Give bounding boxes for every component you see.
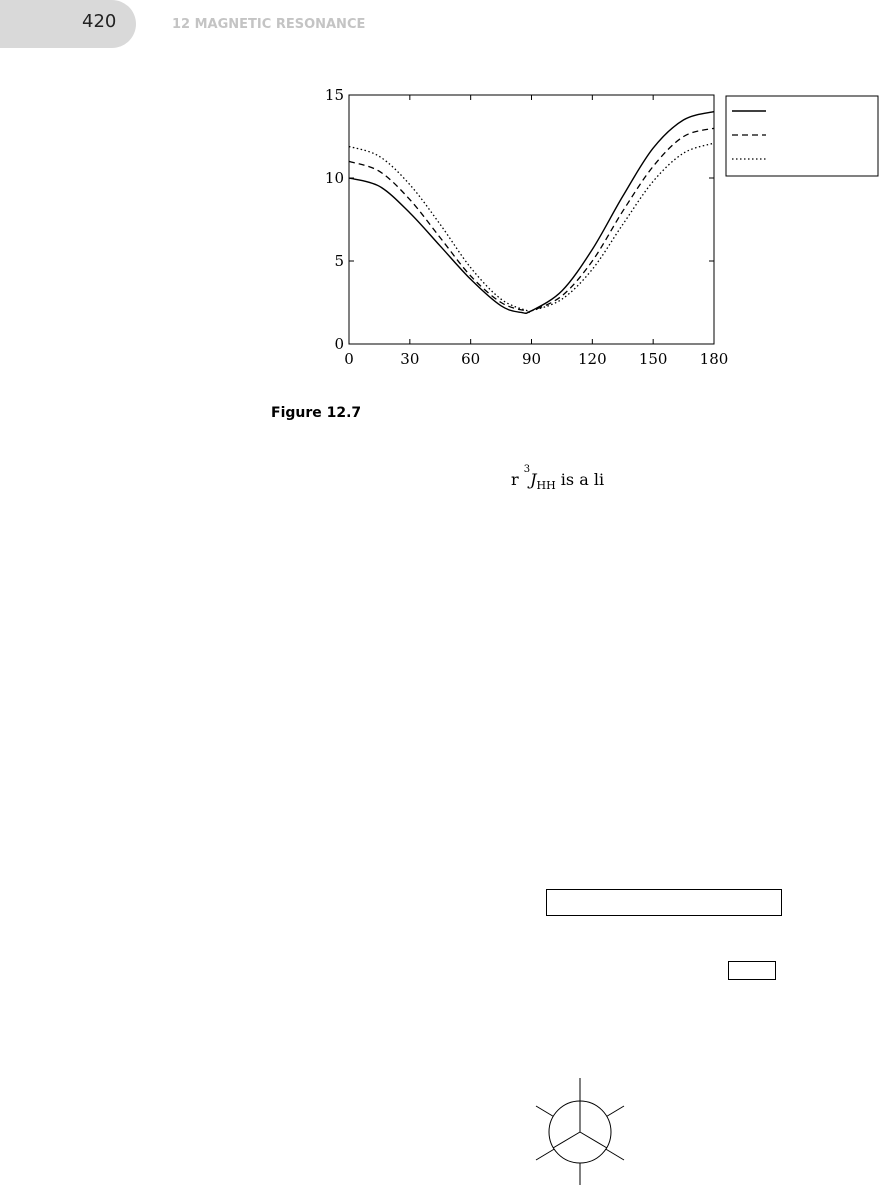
y-tick-label: 10 bbox=[324, 169, 344, 187]
page-number: 420 bbox=[82, 11, 117, 32]
text-prefix: r bbox=[511, 470, 524, 489]
text-suffix: is a li bbox=[555, 470, 605, 489]
x-tick-label: 180 bbox=[699, 350, 729, 368]
newman-bond-lower-left bbox=[536, 1148, 556, 1160]
newman-projection-diagram bbox=[530, 1078, 630, 1185]
chart bbox=[0, 0, 879, 400]
legend-box bbox=[726, 96, 878, 176]
empty-box-wide bbox=[546, 889, 782, 916]
text-superscript: 3 bbox=[523, 463, 531, 475]
series-line-solid bbox=[349, 112, 714, 314]
text-subscript: HH bbox=[536, 479, 556, 493]
coupling-text bbox=[511, 463, 605, 493]
running-head: 12 MAGNETIC RESONANCE bbox=[172, 17, 366, 32]
empty-box-small bbox=[728, 961, 776, 980]
x-tick-label: 90 bbox=[521, 350, 542, 368]
x-tick-label: 30 bbox=[400, 350, 420, 368]
y-tick-label: 5 bbox=[334, 252, 344, 270]
y-tick-label: 15 bbox=[324, 86, 344, 104]
y-tick-label: 0 bbox=[334, 335, 344, 353]
x-tick-label: 0 bbox=[344, 350, 354, 368]
x-tick-label: 150 bbox=[638, 350, 668, 368]
plot-frame bbox=[349, 95, 714, 344]
series-line-dotted bbox=[349, 143, 714, 312]
figure-label: Figure 12.7 bbox=[271, 405, 362, 421]
x-tick-label: 60 bbox=[461, 350, 481, 368]
x-tick-label: 120 bbox=[578, 350, 607, 368]
text-j-symbol: J bbox=[530, 470, 537, 489]
series-line-dashed bbox=[349, 128, 714, 312]
newman-bond-lower-right bbox=[604, 1148, 624, 1160]
